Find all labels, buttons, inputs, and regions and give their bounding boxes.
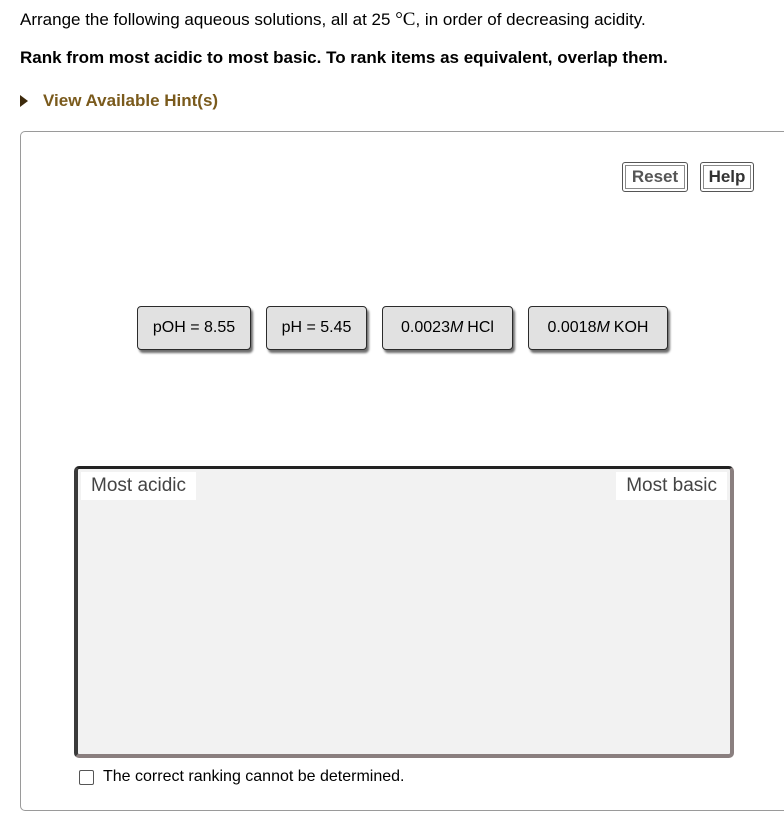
cannot-determine-checkbox[interactable] <box>79 770 94 785</box>
instruction-text: Rank from most acidic to most basic. To rank items as equivalent, overlap them. <box>20 48 668 67</box>
expand-triangle-icon <box>20 95 28 107</box>
most-acidic-label: Most acidic <box>81 472 196 500</box>
question-text <box>20 9 646 31</box>
molar-unit: M <box>596 319 610 336</box>
ranking-drop-zone[interactable] <box>74 466 734 758</box>
cannot-determine-option[interactable] <box>79 768 405 786</box>
view-hints-label: View Available Hint(s) <box>43 91 219 110</box>
rank-item-label: pOH = 8.55 <box>152 319 236 336</box>
temperature-unit: °C <box>395 9 416 30</box>
rank-item-koh[interactable] <box>528 306 668 350</box>
rank-item-poh[interactable] <box>137 306 251 350</box>
question-suffix: , in order of decreasing acidity. <box>415 10 646 29</box>
question-prefix: Arrange the following aqueous solutions, all at 25 <box>20 10 396 29</box>
molar-unit: M <box>449 319 464 336</box>
rank-item-ph[interactable] <box>266 306 367 350</box>
rank-item-concentration: 0.0018 <box>547 319 597 336</box>
rank-item-compound: HCl <box>467 319 494 336</box>
rank-item-label: pH = 5.45 <box>281 319 352 336</box>
rank-item-hcl[interactable] <box>382 306 513 350</box>
most-basic-label: Most basic <box>616 472 727 500</box>
cannot-determine-label: The correct ranking cannot be determined. <box>103 768 405 785</box>
rank-item-compound: KOH <box>613 319 649 336</box>
reset-button[interactable]: Reset <box>622 162 688 192</box>
view-hints-link[interactable] <box>20 90 218 112</box>
rank-item-concentration: 0.0023 <box>401 319 450 336</box>
help-button[interactable]: Help <box>700 162 754 192</box>
